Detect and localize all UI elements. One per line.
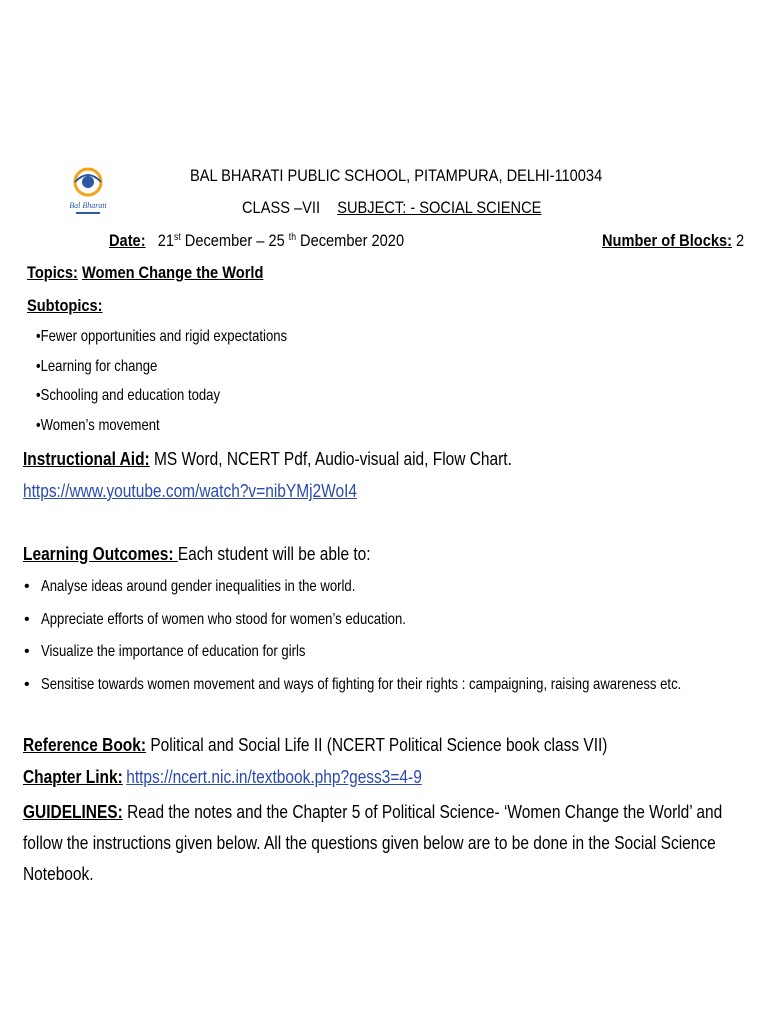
outcomes-list xyxy=(24,574,770,704)
subtopic-item: •Fewer opportunities and rigid expectations xyxy=(36,328,288,345)
reference-book xyxy=(23,735,607,756)
youtube-link[interactable]: https://www.youtube.com/watch?v=nibYMj2WoI4 xyxy=(23,481,357,501)
outcome-item: • Sensitise towards women movement and ways of fighting for their rights : campaigning, raising awareness etc. xyxy=(24,672,770,705)
guidelines-label: GUIDELINES: xyxy=(23,802,123,822)
bullet: • xyxy=(24,675,30,693)
guidelines xyxy=(23,797,745,890)
date-mid: December – 25 xyxy=(180,231,289,250)
instructional-value: MS Word, NCERT Pdf, Audio-visual aid, Flow Chart. xyxy=(149,449,512,469)
outcome-item: • Analyse ideas around gender inequalities in the world. xyxy=(24,574,770,607)
class-subject-line xyxy=(242,198,541,218)
svg-text:Bal Bharati: Bal Bharati xyxy=(69,201,107,210)
bullet: • xyxy=(24,578,30,595)
number-of-blocks xyxy=(602,231,744,251)
topics-value: Women Change the World xyxy=(81,263,264,282)
date-sup1: st xyxy=(174,232,181,243)
chapter-label: Chapter Link: xyxy=(23,767,123,787)
learning-outcomes xyxy=(23,544,371,565)
blocks-label: Number of Blocks: xyxy=(602,231,732,250)
blocks-value: 2 xyxy=(731,231,745,250)
instructional-aid xyxy=(23,449,512,470)
subtopics-heading: Subtopics: xyxy=(27,296,103,315)
guidelines-text: Read the notes and the Chapter 5 of Political Science- ‘Women Change the World’ and follow the instructions given below. All the questions given below are to be done in the Social Science Notebook. xyxy=(23,802,723,884)
date-end: December 2020 xyxy=(295,231,405,250)
date-sup2: th xyxy=(288,232,296,243)
chapter-link[interactable]: https://ncert.nic.in/textbook.php?gess3=4-9 xyxy=(126,767,422,787)
outcome-item: • Visualize the importance of education for girls xyxy=(24,639,770,672)
chapter-link-line xyxy=(23,767,422,788)
school-name: BAL BHARATI PUBLIC SCHOOL, PITAMPURA, DELHI-110034 xyxy=(190,166,603,185)
subtopic-item: •Learning for change xyxy=(36,357,158,375)
class-label: CLASS –VII xyxy=(242,198,321,217)
subject-label: SUBJECT: - SOCIAL SCIENCE xyxy=(337,198,542,217)
outcomes-intro: Each student will be able to: xyxy=(177,544,371,564)
school-logo xyxy=(66,164,110,218)
subtopics-list xyxy=(36,324,342,442)
reference-label: Reference Book: xyxy=(23,735,147,755)
instructional-label: Instructional Aid: xyxy=(23,449,150,469)
date-day1: 21 xyxy=(157,231,175,250)
bullet: • xyxy=(24,643,30,660)
topics-label: Topics: xyxy=(27,263,78,282)
subtopic-item: •Schooling and education today xyxy=(36,387,221,404)
bullet: • xyxy=(24,610,30,628)
outcome-item: • Appreciate efforts of women who stood for women’s education. xyxy=(24,607,770,640)
subtopic-item: •Women’s movement xyxy=(36,416,160,434)
topics-line xyxy=(27,263,263,283)
reference-value: Political and Social Life II (NCERT Political Science book class VII) xyxy=(146,735,608,755)
outcomes-label: Learning Outcomes: xyxy=(23,544,178,564)
date-label: Date: xyxy=(109,231,146,250)
date-row xyxy=(109,231,404,251)
